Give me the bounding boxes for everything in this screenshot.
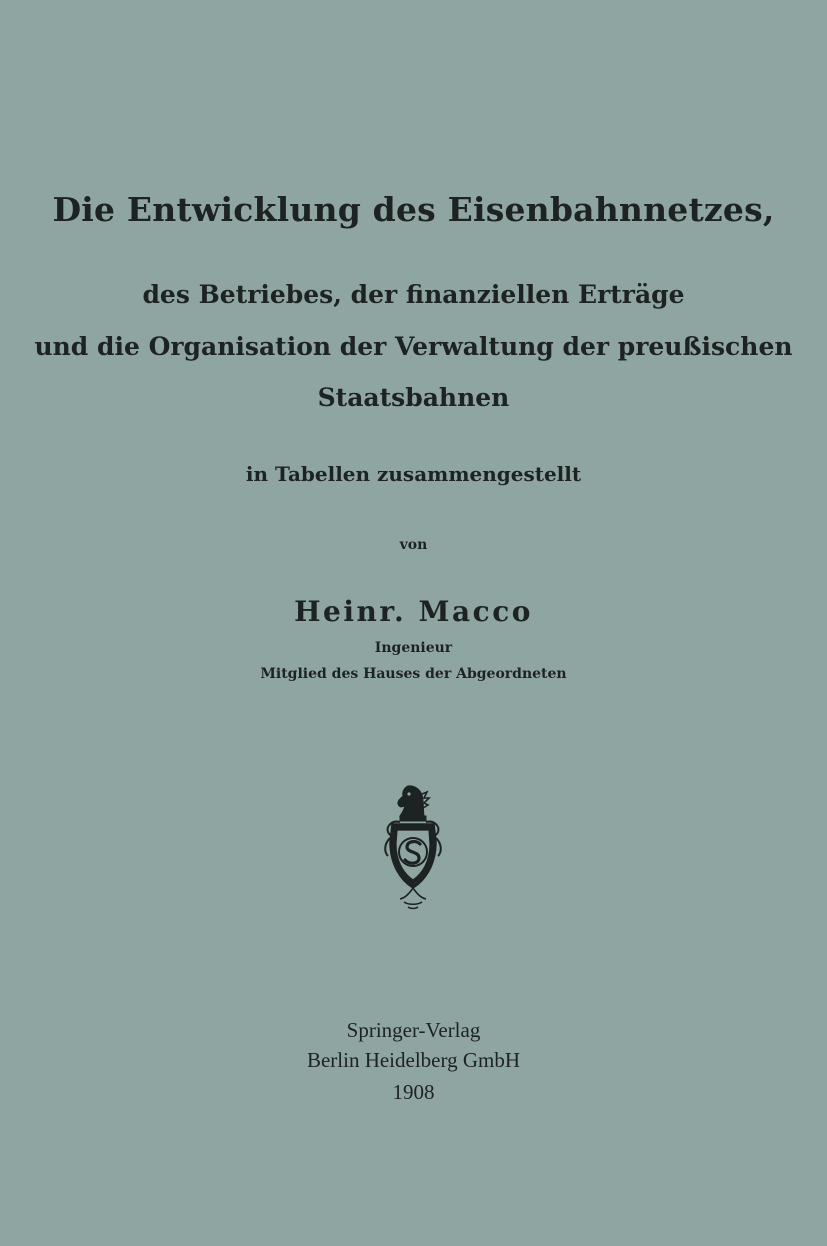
subtitle-line-1: des Betriebes, der finanziellen Erträge	[142, 280, 685, 309]
subtitle-line-2: und die Organisation der Verwaltung der preußischen	[34, 332, 793, 361]
author-membership: Mitglied des Hauses der Abgeordneten	[260, 666, 567, 682]
subtitle-line-3: Staatsbahnen	[317, 383, 510, 412]
publisher-location: Berlin Heidelberg GmbH	[306, 1048, 521, 1072]
subtitle-line-4: in Tabellen zusammengestellt	[245, 462, 582, 486]
by-label: von	[399, 537, 428, 553]
publication-year: 1908	[392, 1080, 435, 1104]
author-profession: Ingenieur	[374, 640, 453, 656]
author-name: Heinr. Macco	[294, 595, 533, 628]
book-title: Die Entwicklung des Eisenbahnnetzes,	[52, 190, 775, 229]
publisher-name: Springer-Verlag	[346, 1018, 481, 1042]
springer-knight-emblem-icon	[378, 782, 452, 912]
